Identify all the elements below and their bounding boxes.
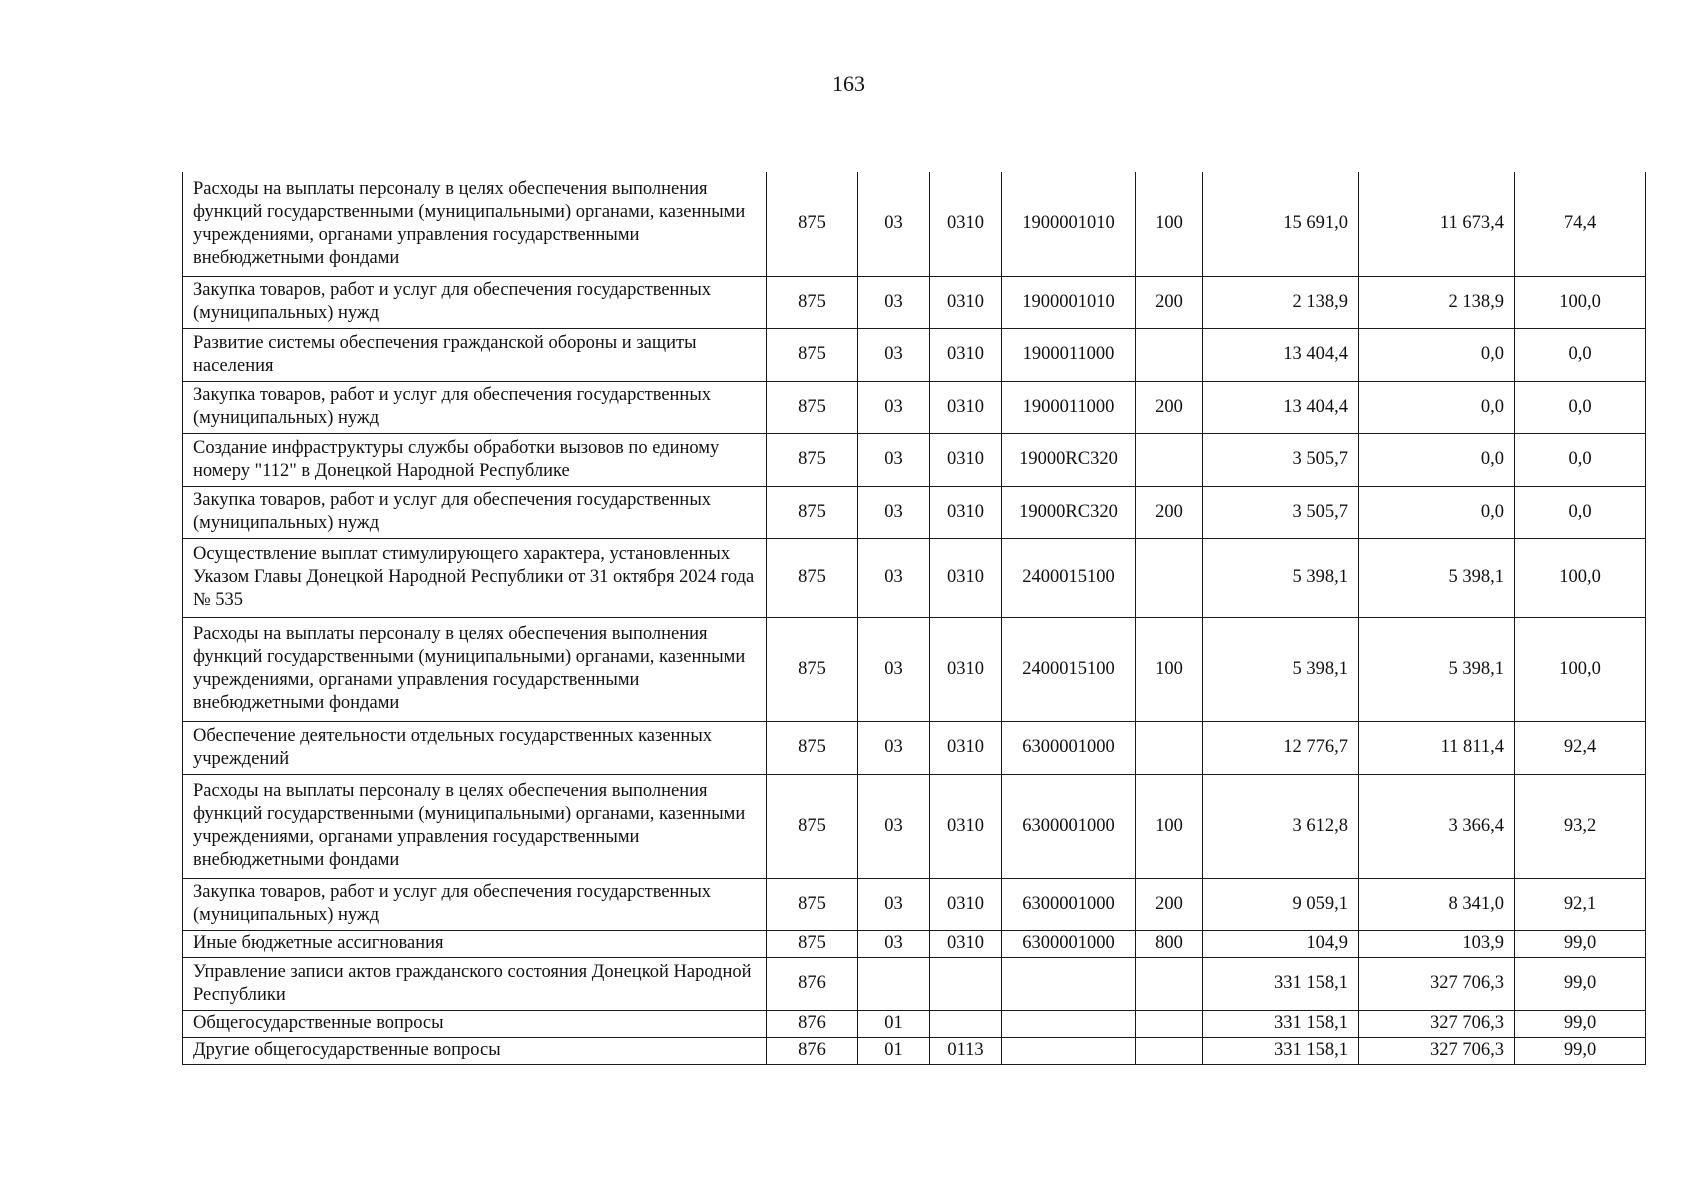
- expense-type-cell: 800: [1136, 930, 1203, 957]
- execution-percent-cell: 0,0: [1515, 381, 1646, 433]
- execution-percent-cell: 0,0: [1515, 486, 1646, 538]
- row-name-cell: Осуществление выплат стимулирующего характера, установленных Указом Главы Донецкой Народной Республики от 31 октября 2024 года № 535: [183, 538, 767, 617]
- actual-amount-cell: 3 366,4: [1359, 774, 1515, 878]
- actual-amount-cell: 327 706,3: [1359, 1010, 1515, 1037]
- table-row: [183, 276, 1646, 328]
- expense-type-cell: [1136, 1010, 1203, 1037]
- row-name-cell: Развитие системы обеспечения гражданской обороны и защиты населения: [183, 328, 767, 381]
- planned-amount-cell: 331 158,1: [1203, 1037, 1359, 1064]
- table-row: [183, 486, 1646, 538]
- ministry-code-cell: 875: [767, 276, 858, 328]
- expense-type-cell: [1136, 957, 1203, 1010]
- row-name-cell: Обеспечение деятельности отдельных государственных казенных учреждений: [183, 721, 767, 774]
- table-row: [183, 774, 1646, 878]
- planned-amount-cell: 331 158,1: [1203, 957, 1359, 1010]
- ministry-code-cell: 876: [767, 1010, 858, 1037]
- expense-type-cell: 200: [1136, 486, 1203, 538]
- section-code-cell: 01: [858, 1010, 930, 1037]
- subsection-code-cell: 0310: [930, 878, 1002, 930]
- planned-amount-cell: 12 776,7: [1203, 721, 1359, 774]
- table-row: [183, 328, 1646, 381]
- subsection-code-cell: 0310: [930, 172, 1002, 276]
- subsection-code-cell: 0113: [930, 1037, 1002, 1064]
- table-row: [183, 381, 1646, 433]
- execution-percent-cell: 100,0: [1515, 276, 1646, 328]
- execution-percent-cell: 99,0: [1515, 1010, 1646, 1037]
- row-name-cell: Расходы на выплаты персоналу в целях обеспечения выполнения функций государственными (муниципальными) органами, казенными учреждениями, органами управления государственными внебюджетными фондами: [183, 617, 767, 721]
- execution-percent-cell: 93,2: [1515, 774, 1646, 878]
- execution-percent-cell: 92,1: [1515, 878, 1646, 930]
- subsection-code-cell: 0310: [930, 433, 1002, 486]
- actual-amount-cell: 0,0: [1359, 433, 1515, 486]
- expense-type-cell: 100: [1136, 617, 1203, 721]
- target-article-cell: 1900001010: [1002, 276, 1136, 328]
- actual-amount-cell: 11 673,4: [1359, 172, 1515, 276]
- expense-type-cell: 100: [1136, 172, 1203, 276]
- actual-amount-cell: 5 398,1: [1359, 538, 1515, 617]
- actual-amount-cell: 0,0: [1359, 328, 1515, 381]
- planned-amount-cell: 3 612,8: [1203, 774, 1359, 878]
- expense-type-cell: 100: [1136, 774, 1203, 878]
- row-name-cell: Расходы на выплаты персоналу в целях обеспечения выполнения функций государственными (муниципальными) органами, казенными учреждениями, органами управления государственными внебюджетными фондами: [183, 774, 767, 878]
- section-code-cell: 03: [858, 930, 930, 957]
- expense-type-cell: 200: [1136, 878, 1203, 930]
- row-name-cell: Другие общегосударственные вопросы: [183, 1037, 767, 1064]
- section-code-cell: 03: [858, 276, 930, 328]
- subsection-code-cell: [930, 1010, 1002, 1037]
- subsection-code-cell: 0310: [930, 617, 1002, 721]
- ministry-code-cell: 875: [767, 617, 858, 721]
- ministry-code-cell: 875: [767, 774, 858, 878]
- section-code-cell: 03: [858, 878, 930, 930]
- section-code-cell: 03: [858, 486, 930, 538]
- planned-amount-cell: 15 691,0: [1203, 172, 1359, 276]
- section-code-cell: 03: [858, 617, 930, 721]
- section-code-cell: 03: [858, 774, 930, 878]
- target-article-cell: 19000RC320: [1002, 486, 1136, 538]
- ministry-code-cell: 875: [767, 930, 858, 957]
- subsection-code-cell: 0310: [930, 328, 1002, 381]
- execution-percent-cell: 99,0: [1515, 957, 1646, 1010]
- expense-type-cell: [1136, 1037, 1203, 1064]
- row-name-cell: Иные бюджетные ассигнования: [183, 930, 767, 957]
- expense-type-cell: 200: [1136, 276, 1203, 328]
- actual-amount-cell: 2 138,9: [1359, 276, 1515, 328]
- target-article-cell: [1002, 957, 1136, 1010]
- table-row: [183, 433, 1646, 486]
- target-article-cell: [1002, 1037, 1136, 1064]
- execution-percent-cell: 99,0: [1515, 1037, 1646, 1064]
- planned-amount-cell: 331 158,1: [1203, 1010, 1359, 1037]
- ministry-code-cell: 875: [767, 878, 858, 930]
- subsection-code-cell: 0310: [930, 486, 1002, 538]
- subsection-code-cell: 0310: [930, 538, 1002, 617]
- planned-amount-cell: 13 404,4: [1203, 381, 1359, 433]
- actual-amount-cell: 0,0: [1359, 486, 1515, 538]
- expense-type-cell: 200: [1136, 381, 1203, 433]
- row-name-cell: Общегосударственные вопросы: [183, 1010, 767, 1037]
- ministry-code-cell: 876: [767, 1037, 858, 1064]
- section-code-cell: 03: [858, 172, 930, 276]
- table-row: [183, 957, 1646, 1010]
- planned-amount-cell: 2 138,9: [1203, 276, 1359, 328]
- execution-percent-cell: 100,0: [1515, 617, 1646, 721]
- actual-amount-cell: 5 398,1: [1359, 617, 1515, 721]
- budget-table-body: [183, 172, 1646, 1064]
- row-name-cell: Закупка товаров, работ и услуг для обеспечения государственных (муниципальных) нужд: [183, 276, 767, 328]
- target-article-cell: 6300001000: [1002, 721, 1136, 774]
- actual-amount-cell: 327 706,3: [1359, 1037, 1515, 1064]
- table-row: [183, 1010, 1646, 1037]
- table-row: [183, 1037, 1646, 1064]
- row-name-cell: Управление записи актов гражданского состояния Донецкой Народной Республики: [183, 957, 767, 1010]
- execution-percent-cell: 92,4: [1515, 721, 1646, 774]
- target-article-cell: [1002, 1010, 1136, 1037]
- row-name-cell: Закупка товаров, работ и услуг для обеспечения государственных (муниципальных) нужд: [183, 486, 767, 538]
- section-code-cell: [858, 957, 930, 1010]
- actual-amount-cell: 0,0: [1359, 381, 1515, 433]
- section-code-cell: 03: [858, 721, 930, 774]
- subsection-code-cell: 0310: [930, 381, 1002, 433]
- planned-amount-cell: 3 505,7: [1203, 433, 1359, 486]
- ministry-code-cell: 875: [767, 172, 858, 276]
- subsection-code-cell: 0310: [930, 721, 1002, 774]
- actual-amount-cell: 103,9: [1359, 930, 1515, 957]
- target-article-cell: 6300001000: [1002, 774, 1136, 878]
- table-row: [183, 721, 1646, 774]
- budget-table: [182, 172, 1646, 1065]
- subsection-code-cell: 0310: [930, 930, 1002, 957]
- ministry-code-cell: 875: [767, 486, 858, 538]
- execution-percent-cell: 74,4: [1515, 172, 1646, 276]
- planned-amount-cell: 3 505,7: [1203, 486, 1359, 538]
- planned-amount-cell: 9 059,1: [1203, 878, 1359, 930]
- actual-amount-cell: 327 706,3: [1359, 957, 1515, 1010]
- subsection-code-cell: 0310: [930, 276, 1002, 328]
- ministry-code-cell: 875: [767, 721, 858, 774]
- target-article-cell: 19000RC320: [1002, 433, 1136, 486]
- ministry-code-cell: 875: [767, 538, 858, 617]
- table-row: [183, 930, 1646, 957]
- page-number: 163: [832, 71, 865, 96]
- ministry-code-cell: 875: [767, 433, 858, 486]
- ministry-code-cell: 875: [767, 381, 858, 433]
- ministry-code-cell: 875: [767, 328, 858, 381]
- subsection-code-cell: 0310: [930, 774, 1002, 878]
- table-row: [183, 172, 1646, 276]
- actual-amount-cell: 11 811,4: [1359, 721, 1515, 774]
- planned-amount-cell: 5 398,1: [1203, 538, 1359, 617]
- execution-percent-cell: 0,0: [1515, 433, 1646, 486]
- target-article-cell: 6300001000: [1002, 930, 1136, 957]
- row-name-cell: Закупка товаров, работ и услуг для обеспечения государственных (муниципальных) нужд: [183, 381, 767, 433]
- section-code-cell: 03: [858, 381, 930, 433]
- planned-amount-cell: 5 398,1: [1203, 617, 1359, 721]
- execution-percent-cell: 100,0: [1515, 538, 1646, 617]
- execution-percent-cell: 0,0: [1515, 328, 1646, 381]
- execution-percent-cell: 99,0: [1515, 930, 1646, 957]
- table-row: [183, 617, 1646, 721]
- row-name-cell: Создание инфраструктуры службы обработки вызовов по единому номеру "112" в Донецкой Народной Республике: [183, 433, 767, 486]
- target-article-cell: 1900001010: [1002, 172, 1136, 276]
- section-code-cell: 03: [858, 328, 930, 381]
- row-name-cell: Закупка товаров, работ и услуг для обеспечения государственных (муниципальных) нужд: [183, 878, 767, 930]
- expense-type-cell: [1136, 433, 1203, 486]
- target-article-cell: 6300001000: [1002, 878, 1136, 930]
- ministry-code-cell: 876: [767, 957, 858, 1010]
- planned-amount-cell: 104,9: [1203, 930, 1359, 957]
- section-code-cell: 03: [858, 433, 930, 486]
- target-article-cell: 1900011000: [1002, 328, 1136, 381]
- table-row: [183, 538, 1646, 617]
- row-name-cell: Расходы на выплаты персоналу в целях обеспечения выполнения функций государственными (муниципальными) органами, казенными учреждениями, органами управления государственными внебюджетными фондами: [183, 172, 767, 276]
- section-code-cell: 01: [858, 1037, 930, 1064]
- actual-amount-cell: 8 341,0: [1359, 878, 1515, 930]
- target-article-cell: 1900011000: [1002, 381, 1136, 433]
- target-article-cell: 2400015100: [1002, 617, 1136, 721]
- expense-type-cell: [1136, 328, 1203, 381]
- section-code-cell: 03: [858, 538, 930, 617]
- expense-type-cell: [1136, 538, 1203, 617]
- target-article-cell: 2400015100: [1002, 538, 1136, 617]
- planned-amount-cell: 13 404,4: [1203, 328, 1359, 381]
- expense-type-cell: [1136, 721, 1203, 774]
- subsection-code-cell: [930, 957, 1002, 1010]
- table-row: [183, 878, 1646, 930]
